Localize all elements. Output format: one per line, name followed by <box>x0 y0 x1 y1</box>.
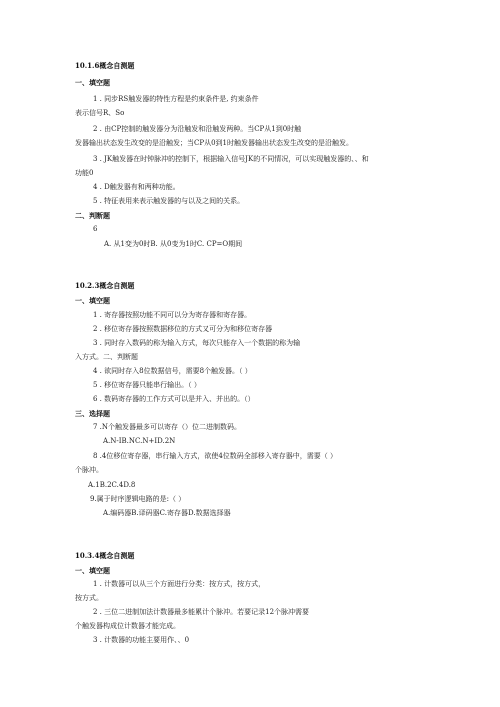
question-7-options: A.N-IB.NC.N+ID.2N <box>103 437 176 445</box>
question-3-line-2: 功能0 <box>75 169 94 177</box>
heading-fill-blank: 一、填空题 <box>75 78 110 87</box>
section-title-10-1-6: 10.1.6概念自测题 <box>75 61 135 70</box>
question-1-line-2: 按方式。 <box>75 594 103 602</box>
question-1-line-1: 1 . 同步RS触发器的特性方程是约束条件是, 约束条件 <box>93 95 259 103</box>
question-8-options: A.1B.2C.4D.8 <box>88 481 136 489</box>
question-2-line-1: 2 . 由CP控制的触发器分为沿触发和沿触发两种。当CP从1到0时触 <box>93 125 302 133</box>
heading-true-false: 二、判断题 <box>75 211 110 220</box>
question-6: 6 . 数码寄存器的工作方式可以是并入、并出的。（） <box>93 395 255 403</box>
question-1: 1 . 寄存器按照功能不同可以分为寄存器和寄存器。 <box>93 311 252 319</box>
question-6-options: A. 从1变为0时B. 从0变为1时C. CP=O期间 <box>104 240 243 248</box>
question-4: 4 . 欲同时存入8位数据信号，需要8个触发器。（ ） <box>93 367 252 375</box>
heading-fill-blank: 一、填空题 <box>75 566 110 575</box>
question-1-line-1: 1 . 计数器可以从三个方面进行分类：按方式，按方式， <box>93 580 266 588</box>
question-3-line-1: 3 . 同时存入数码的称为输入方式，每次只能存入一个数据的称为输 <box>93 339 301 347</box>
question-4: 4 . D触发器有和两种功能。 <box>93 183 180 191</box>
question-2-line-1: 2 . 三位二进制加法计数器最多能累计个脉冲。若要记录12个脉冲需要 <box>93 608 310 616</box>
question-6: 6 <box>93 225 98 233</box>
question-5: 5 . 移位寄存器只能串行输出。（ ） <box>93 381 201 389</box>
question-3: 3 . 计数器的功能主要用作、、0 <box>93 636 190 644</box>
heading-multiple-choice: 三、选择题 <box>75 409 110 418</box>
question-2-line-2: 个触发器构成位计数器才能完成。 <box>75 622 180 630</box>
question-8-line-1: 8 .4位移位寄存器，串行输入方式，欲使4位数码全部移入寄存器中，需要（ ） <box>93 452 338 460</box>
section-title-10-2-3: 10.2.3概念自测题 <box>75 281 135 290</box>
heading-fill-blank: 一、填空题 <box>75 296 110 305</box>
question-9: 9.属于时序逻辑电路的是:（ ） <box>90 495 186 503</box>
question-7: 7 .N个触发器最多可以寄存（）位二进制数码。 <box>93 423 242 431</box>
question-1-line-2: 表示信号R、So <box>75 109 125 117</box>
question-9-options: A.编码器B.译码器C.寄存器D.数据选择器 <box>103 509 231 517</box>
question-2-line-2: 发器输出状态发生改变的是沿触发；当CP从0到1时触发器输出状态发生改变的是沿触发。 <box>75 139 353 147</box>
question-3-line-2: 入方式。二、判断题 <box>75 353 138 361</box>
question-3-line-1: 3 . JK触发器在时钟脉冲的控制下，根据输入信号JK的不同情况，可以实现触发器的、、和 <box>93 155 369 163</box>
section-title-10-3-4: 10.3.4概念自测题 <box>75 551 135 560</box>
question-8-line-2: 个脉冲。 <box>75 466 103 474</box>
question-5: 5 . 特征表用来表示触发器的与以及之间的关系。 <box>93 197 245 205</box>
question-2: 2 . 移位寄存器按照数据移位的方式又可分为和移位寄存器 <box>93 325 273 333</box>
